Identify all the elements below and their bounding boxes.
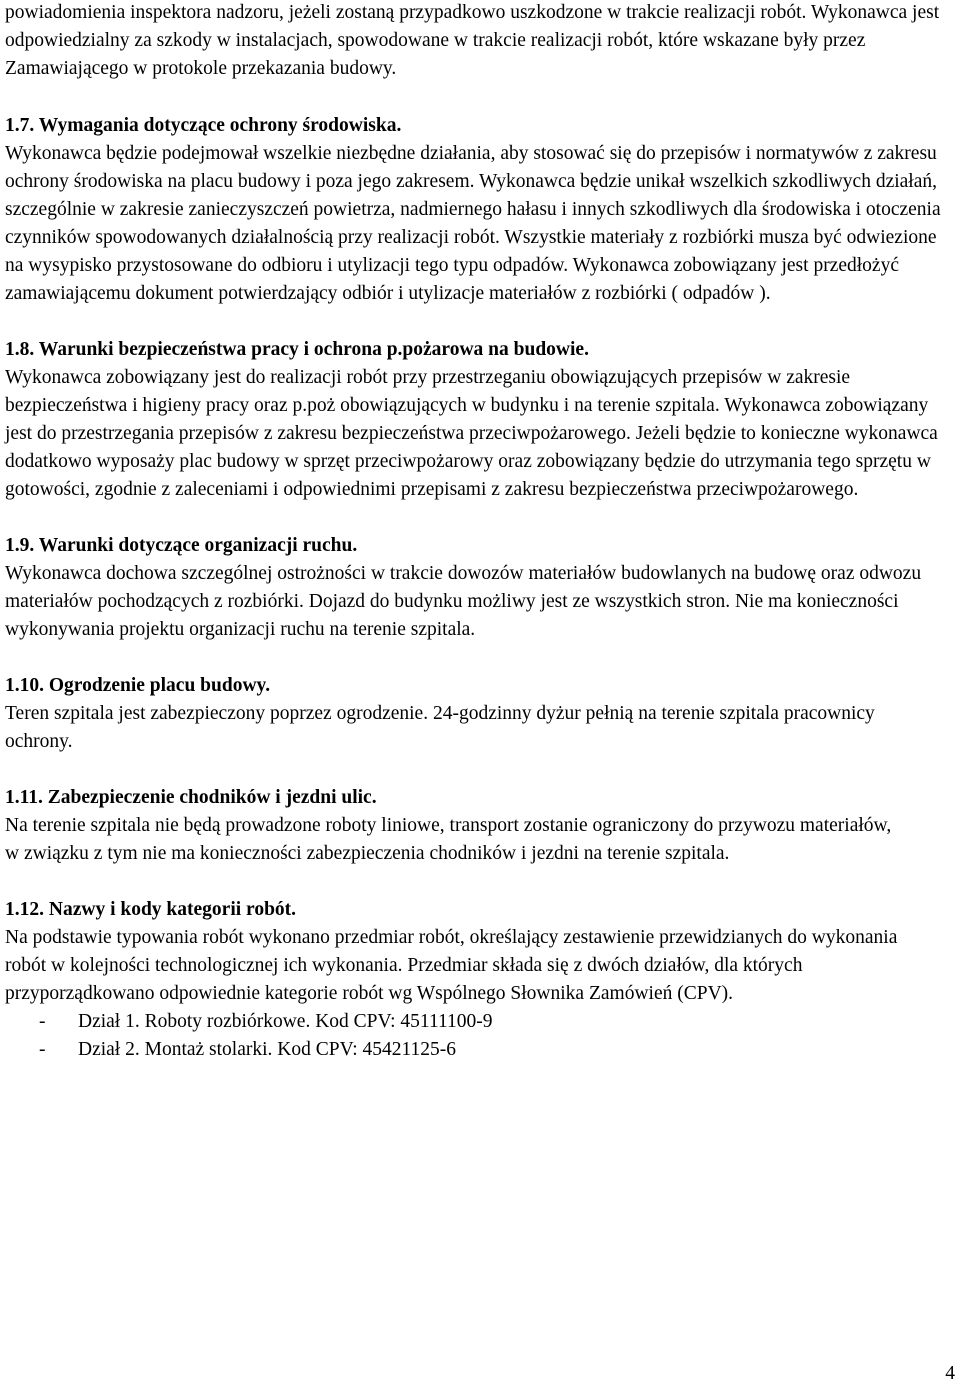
list-dash: - (39, 1039, 46, 1060)
section-heading: 1.11. Zabezpieczenie chodników i jezdni ulic. (5, 787, 377, 808)
section-heading: 1.9. Warunki dotyczące organizacji ruchu. (5, 535, 358, 556)
section-1-8 (5, 336, 957, 504)
section-body: Na terenie szpitala nie będą prowadzone roboty liniowe, transport zostanie ograniczony do przywozu materiałów, w związku z tym nie ma konieczności zabezpieczenia chodników i jezdni na terenie szpitala. (5, 815, 892, 864)
section-body: Wykonawca dochowa szczególnej ostrożności w trakcie dowozów materiałów budowlanych na budowę oraz odwozu materiałów pochodzących z rozbiórki. Dojazd do budynku możliwy jest ze wszystkich stron. Nie ma konieczności wykonywania projektu organizacji ruchu na terenie szpitala. (5, 563, 922, 640)
section-1-11 (5, 784, 957, 868)
list-item (5, 1008, 957, 1036)
section-1-10 (5, 672, 957, 756)
section-heading: 1.7. Wymagania dotyczące ochrony środowiska. (5, 115, 402, 136)
section-body: Wykonawca zobowiązany jest do realizacji robót przy przestrzeganiu obowiązujących przepisów w zakresie bezpieczeństwa i higieny pracy oraz p.poż obowiązujących w budynku i na terenie szpitala. Wykonawca zobowiązany jest do przestrzegania przepisów z zakresu bezpieczeństwa przeciwpożarowego. Jeżeli będzie to konieczne wykonawca dodatkowo wyposaży plac budowy w sprzęt przeciwpożarowy oraz zobowiązany będzie do utrzymania tego sprzętu w gotowości, zgodnie z zaleceniami i odpowiednimi przepisami z zakresu bezpieczeństwa przeciwpożarowego. (5, 367, 938, 500)
section-body: Na podstawie typowania robót wykonano przedmiar robót, określający zestawienie przewidzianych do wykonania robót w kolejności technologicznej ich wykonania. Przedmiar składa się z dwóch działów, dla których przyporządkowano odpowiednie kategorie robót wg Wspólnego Słownika Zamówień (CPV). (5, 927, 898, 1004)
document-page (5, 0, 957, 1064)
intro-paragraph: powiadomienia inspektora nadzoru, jeżeli zostaną przypadkowo uszkodzone w trakcie realizacji robót. Wykonawca jest odpowiedzialny za szkody w instalacjach, spowodowane w trakcie realizacji robót, które wskazane były przez Zamawiającego w protokole przekazania budowy. (5, 2, 940, 79)
list-item-text: Dział 2. Montaż stolarki. Kod CPV: 45421125-6 (78, 1039, 457, 1060)
section-heading: 1.8. Warunki bezpieczeństwa pracy i ochrona p.pożarowa na budowie. (5, 339, 589, 360)
section-body: Wykonawca będzie podejmował wszelkie niezbędne działania, aby stosować się do przepisów i normatywów z zakresu ochrony środowiska na placu budowy i poza jego zakresem. Wykonawca będzie unikał wszelkich szkodliwych działań, szczególnie w zakresie zanieczyszczeń powietrza, nadmiernego hałasu i innych szkodliwych dla środowiska i otoczenia czynników spowodowanych działalnością przy realizacji robót. Wszystkie materiały z rozbiórki musza być odwiezione na wysypisko przystosowane do odbioru i utylizacji tego typu odpadów. Wykonawca zobowiązany jest przedłożyć zamawiającemu dokument potwierdzający odbiór i utylizacje materiałów z rozbiórki ( odpadów ). (5, 143, 941, 304)
section-1-12 (5, 896, 957, 1064)
section-heading: 1.12. Nazwy i kody kategorii robót. (5, 899, 297, 920)
list-item (5, 1036, 957, 1064)
section-1-9 (5, 532, 957, 644)
section-1-7 (5, 112, 957, 308)
page-number: 4 (945, 1363, 955, 1384)
section-body: Teren szpitala jest zabezpieczony poprzez ogrodzenie. 24-godzinny dyżur pełnią na terenie szpitala pracownicy ochrony. (5, 703, 875, 752)
list-dash: - (39, 1011, 46, 1032)
cpv-list (5, 1008, 957, 1064)
list-item-text: Dział 1. Roboty rozbiórkowe. Kod CPV: 45111100-9 (78, 1011, 493, 1032)
section-heading: 1.10. Ogrodzenie placu budowy. (5, 675, 271, 696)
